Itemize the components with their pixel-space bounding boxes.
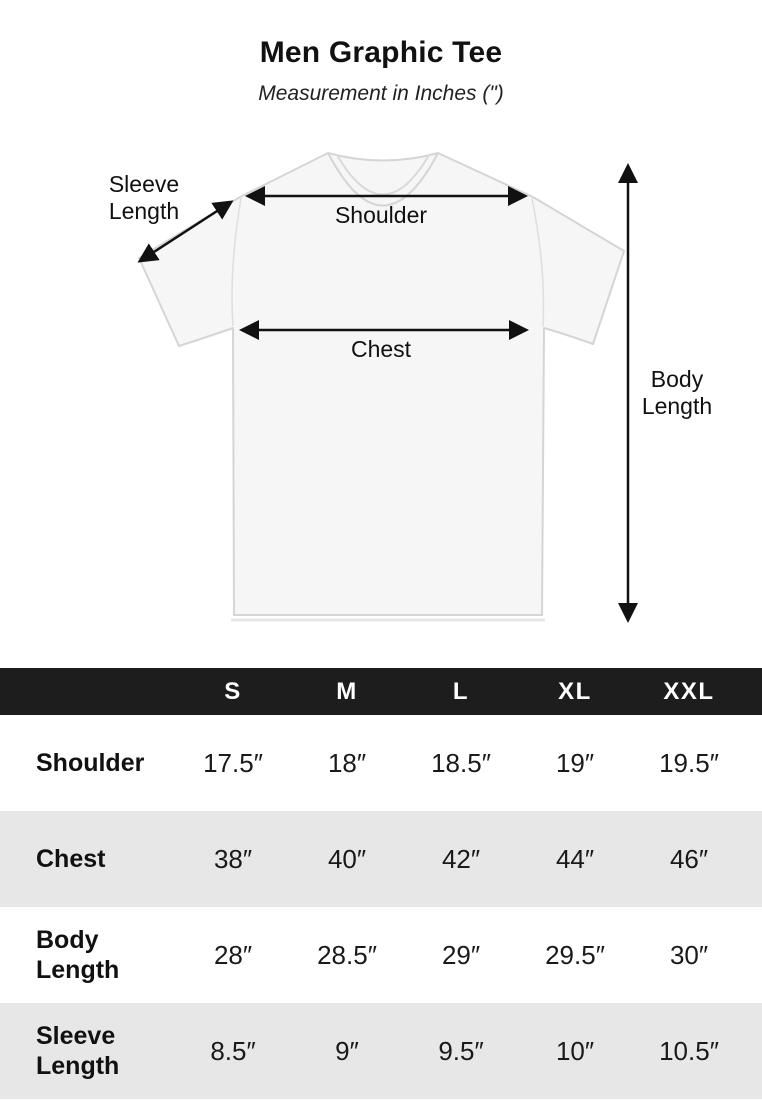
chest-xl: 44″	[555, 843, 595, 874]
body-length-l: 29″	[441, 939, 481, 970]
size-header-m: M	[336, 677, 358, 705]
shoulder-m: 18″	[327, 747, 367, 778]
body-length-xl: 29.5″	[545, 939, 605, 970]
page-subtitle: Measurement in Inches (")	[258, 82, 504, 105]
chest-l: 42″	[441, 843, 481, 874]
row-label-chest: Chest	[36, 845, 106, 873]
chest-m: 40″	[327, 843, 367, 874]
sleeve-length-diagram-label: Sleeve Length	[108, 171, 180, 224]
size-header-row	[0, 668, 762, 715]
body-length-s: 28″	[213, 939, 253, 970]
body-length-m: 28.5″	[317, 939, 377, 970]
shoulder-diagram-label: Shoulder	[334, 202, 428, 228]
shoulder-l: 18.5″	[431, 747, 491, 778]
size-header-xl: XL	[558, 677, 592, 705]
size-header-l: L	[452, 677, 470, 705]
table-row-chest	[0, 811, 762, 907]
shoulder-xxl: 19.5″	[659, 747, 719, 778]
size-header-spacer	[746, 668, 762, 715]
shoulder-xl: 19″	[555, 747, 595, 778]
size-header-s: S	[224, 677, 242, 705]
size-header-spacer	[0, 668, 176, 715]
body-length-diagram-label: Body Length	[641, 366, 713, 419]
row-spacer	[746, 907, 762, 1003]
table-row-body-length	[0, 907, 762, 1003]
sleeve-length-l: 9.5″	[438, 1035, 484, 1066]
row-label-body-length: Body Length	[36, 926, 120, 984]
chest-xxl: 46″	[669, 843, 709, 874]
table-row-sleeve-length	[0, 1003, 762, 1099]
chest-diagram-label: Chest	[350, 336, 412, 362]
page-title: Men Graphic Tee	[259, 36, 503, 69]
row-spacer	[746, 811, 762, 907]
body-length-xxl: 30″	[669, 939, 709, 970]
shoulder-s: 17.5″	[203, 747, 263, 778]
row-spacer	[746, 715, 762, 811]
size-chart-table	[0, 668, 762, 1099]
row-label-shoulder: Shoulder	[36, 749, 145, 777]
sleeve-length-xl: 10″	[555, 1035, 595, 1066]
sleeve-length-m: 9″	[335, 1035, 359, 1066]
size-header-xxl: XXL	[663, 677, 715, 705]
row-label-sleeve-length: Sleeve Length	[36, 1022, 120, 1080]
table-row-shoulder	[0, 715, 762, 811]
sleeve-length-xxl: 10.5″	[659, 1035, 719, 1066]
row-spacer	[746, 1003, 762, 1099]
sleeve-length-s: 8.5″	[210, 1035, 256, 1066]
chest-s: 38″	[213, 843, 253, 874]
